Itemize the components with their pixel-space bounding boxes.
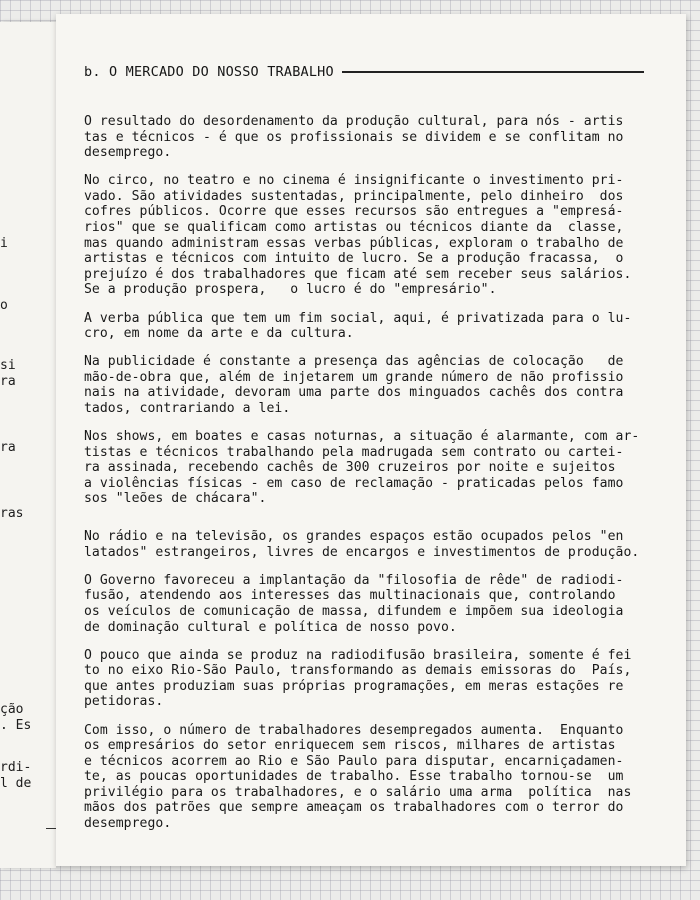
text-line: desemprego. [84,816,172,832]
text-line: mão-de-obra que, além de injetarem um grande número de não profissio [84,369,624,385]
text-line: latados" estrangeiros, livres de encargos e investimentos de produção. [84,544,640,560]
text-line: to no eixo Rio-São Paulo, transformando as demais emissoras do País, [84,663,632,679]
text-line: te, as poucas oportunidades de trabalho. Esse trabalho tornou-se um [84,769,624,785]
left-page-fragment: ra [0,374,16,389]
text-line: privilégio para os trabalhadores, e o salário uma arma política nas [84,784,632,800]
text-line: Nos shows, em boates e casas noturnas, a situação é alarmante, com ar- [84,429,640,445]
text-line: Se a produção prospera, o lucro é do "empresário". [84,282,497,298]
text-line: vado. São atividades sustentadas, principalmente, pelo dinheiro dos [84,188,624,204]
left-page-fragment: ras [0,506,24,521]
document-page [56,14,686,866]
text-line: petidoras. [84,694,164,710]
text-line: mas quando administram essas verbas públicas, exploram o trabalho de [84,235,624,251]
left-page-fragment: ra [0,440,16,455]
left-page-dash [46,828,56,829]
text-line: que antes produziam suas próprias programações, em meras estações re [84,678,624,694]
text-line: mãos dos patrões que sempre ameaçam os trabalhadores com o terror do [84,800,624,816]
text-line: No rádio e na televisão, os grandes espaços estão ocupados pelos "en [84,529,624,545]
left-page-fragment: . Es [0,718,32,733]
text-line: tistas e técnicos trabalhando pela madrugada sem contrato ou cartei- [84,444,624,460]
text-line: prejuízo é dos trabalhadores que ficam até sem receber seus salários. [84,266,632,282]
paragraph [84,354,644,416]
left-page-fragment: si [0,358,16,373]
paragraph [84,173,644,298]
heading-rule [342,71,644,73]
paragraph [84,114,644,161]
text-line: ra assinada, recebendo cachês de 300 cruzeiros por noite e sujeitos [84,460,616,476]
text-line: A verba pública que tem um fim social, aqui, é privatizada para o lu- [84,310,632,326]
text-line: O resultado do desordenamento da produção cultural, para nós - artis [84,114,624,129]
text-line: os veículos de comunicação de massa, difundem e impõem sua ideologia [84,603,624,619]
paragraph [84,648,644,710]
text-line: O pouco que ainda se produz na radiodifusão brasileira, somente é fei [84,647,632,663]
left-page-fragment: i [0,236,8,251]
text-line: Na publicidade é constante a presença das agências de colocação de [84,354,624,370]
paragraph [84,723,644,832]
text-line: No circo, no teatro e no cinema é insignificante o investimento pri- [84,173,624,189]
left-page-fragment: l de [0,776,32,791]
text-line: desemprego. [84,145,172,161]
left-page-fragment: rdi- [0,760,32,775]
text-line: tas e técnicos - é que os profissionais se dividem e se conflitam no [84,129,624,145]
text-line: os empresários do setor enriquecem sem riscos, milhares de artistas [84,738,616,754]
text-line: de dominação cultural e política de nosso povo. [84,619,457,635]
paragraph [84,429,644,507]
paragraph [84,573,644,635]
section-heading [84,62,644,82]
text-line: artistas e técnicos com intuito de lucro. Se a produção fracassa, o [84,251,624,267]
paragraph [84,529,644,560]
text-line: cro, em nome da arte e da cultura. [84,326,354,342]
document-body [84,114,644,844]
text-line: tados, contrariando a lei. [84,401,291,416]
text-line: sos "leões de chácara". [84,491,267,507]
text-line: rios" que se qualificam como artistas ou técnicos diante da classe, [84,220,624,236]
text-line: e técnicos acorrem ao Rio e São Paulo para disputar, encarniçadamen- [84,753,624,769]
text-line: cofres públicos. Ocorre que esses recursos são entregues a "empresá- [84,204,624,220]
paragraph [84,311,644,342]
text-line: a violências físicas - em caso de reclamação - praticadas pelos famo [84,475,624,491]
text-line: Com isso, o número de trabalhadores desempregados aumenta. Enquanto [84,722,624,738]
text-line: nais na atividade, devoram uma parte dos minguados cachês dos contra [84,385,624,401]
left-page-edge [0,22,56,868]
left-page-fragment: o [0,298,8,313]
left-page-fragment: ção [0,702,24,717]
section-title: b. O MERCADO DO NOSSO TRABALHO [84,64,334,80]
text-line: O Governo favoreceu a implantação da "filosofia de rêde" de radiodi- [84,572,624,588]
text-line: fusão, atendendo aos interesses das multinacionais que, controlando [84,588,616,604]
